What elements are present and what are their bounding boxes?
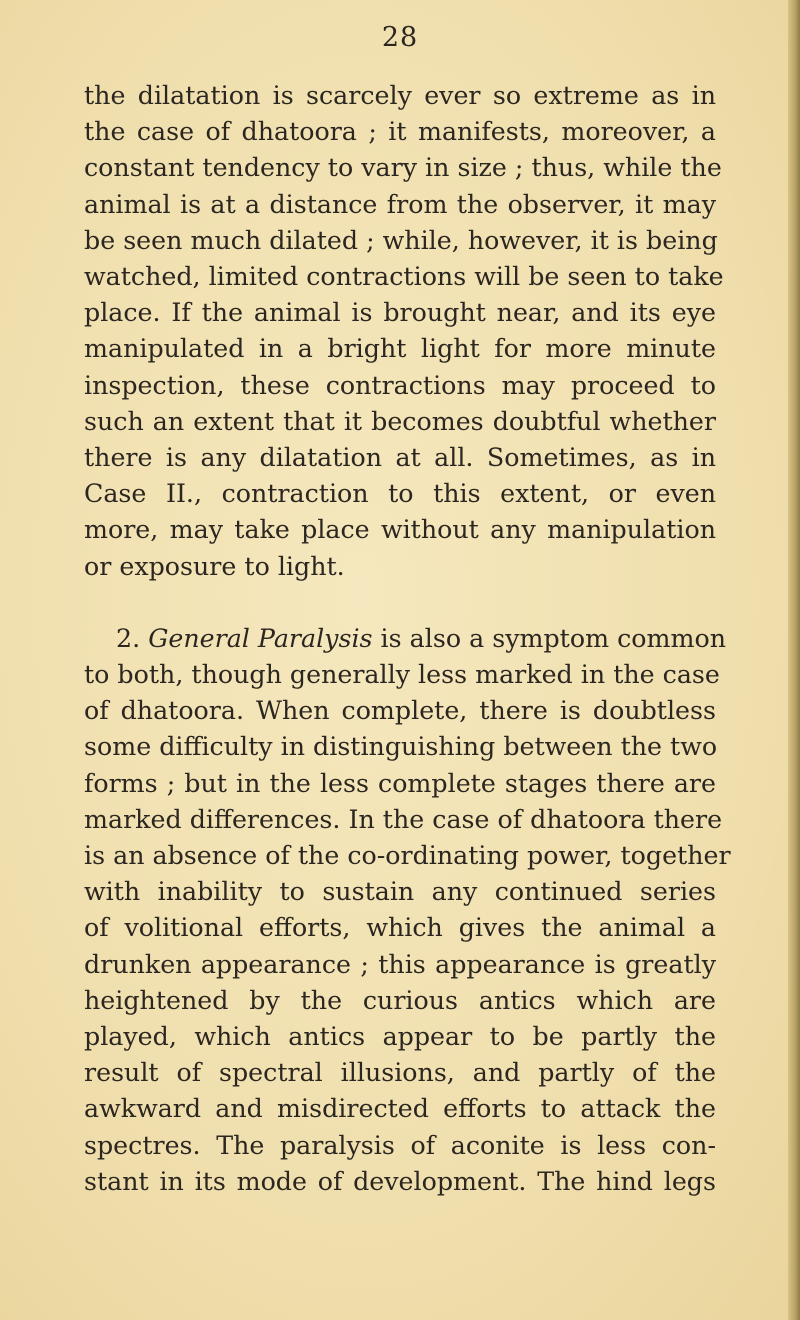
text-line: forms ; but in the less complete stages there are	[84, 768, 716, 798]
text-line: be seen much dilated ; while, however, it is being	[84, 225, 718, 255]
heading-continuation: is also a symptom common	[372, 623, 726, 653]
text-line: of dhatoora. When complete, there is doubtless	[84, 696, 716, 726]
text-line: with inability to sustain any continued series	[84, 877, 716, 907]
text-line: awkward and misdirected efforts to attack the	[84, 1094, 716, 1124]
text-line: or exposure to light.	[84, 551, 345, 581]
text-line: drunken appearance ; this appearance is greatly	[84, 949, 716, 979]
page-edge	[788, 0, 800, 1320]
body-text	[84, 78, 731, 1200]
text-line: result of spectral illusions, and partly of the	[84, 1058, 716, 1088]
text-line: more, may take place without any manipulation	[84, 515, 716, 545]
section-heading: General Paralysis	[148, 623, 373, 653]
text-line: such an extent that it becomes doubtful whether	[84, 406, 716, 436]
paragraph-gap	[84, 585, 716, 621]
text-line: constant tendency to vary in size ; thus, while the	[84, 153, 722, 183]
text-line: is an absence of the co-ordinating power, together	[84, 841, 731, 871]
text-line: watched, limited contractions will be seen to take	[84, 262, 724, 292]
text-line: heightened by the curious antics which are	[84, 985, 716, 1015]
text-line: played, which antics appear to be partly the	[84, 1022, 716, 1052]
text-line: place. If the animal is brought near, and its eye	[84, 298, 716, 328]
text-line: inspection, these contractions may proceed to	[84, 370, 716, 400]
text-line: spectres. The paralysis of aconite is less con-	[84, 1130, 716, 1160]
text-line: there is any dilatation at all. Sometimes, as in	[84, 443, 716, 473]
text-line: animal is at a distance from the observer, it may	[84, 189, 716, 219]
text-line: Case II., contraction to this extent, or even	[84, 479, 716, 509]
text-line: some difficulty in distinguishing between the two	[84, 732, 718, 762]
page-number: 28	[381, 22, 419, 53]
paragraph-2	[84, 621, 731, 1200]
text-line: the dilatation is scarcely ever so extreme as in	[84, 81, 716, 110]
paragraph-1	[84, 78, 724, 585]
text-line: to both, though generally less marked in the case	[84, 660, 720, 690]
text-line: of volitional efforts, which gives the animal a	[84, 913, 716, 943]
text-line	[84, 621, 726, 657]
paragraph-number: 2.	[116, 623, 149, 653]
text-line: the case of dhatoora ; it manifests, moreover, a	[84, 117, 716, 147]
text-line: marked differences. In the case of dhatoora there	[84, 804, 723, 834]
text-line: manipulated in a bright light for more minute	[84, 334, 716, 364]
text-line: stant in its mode of development. The hind legs	[84, 1166, 716, 1196]
